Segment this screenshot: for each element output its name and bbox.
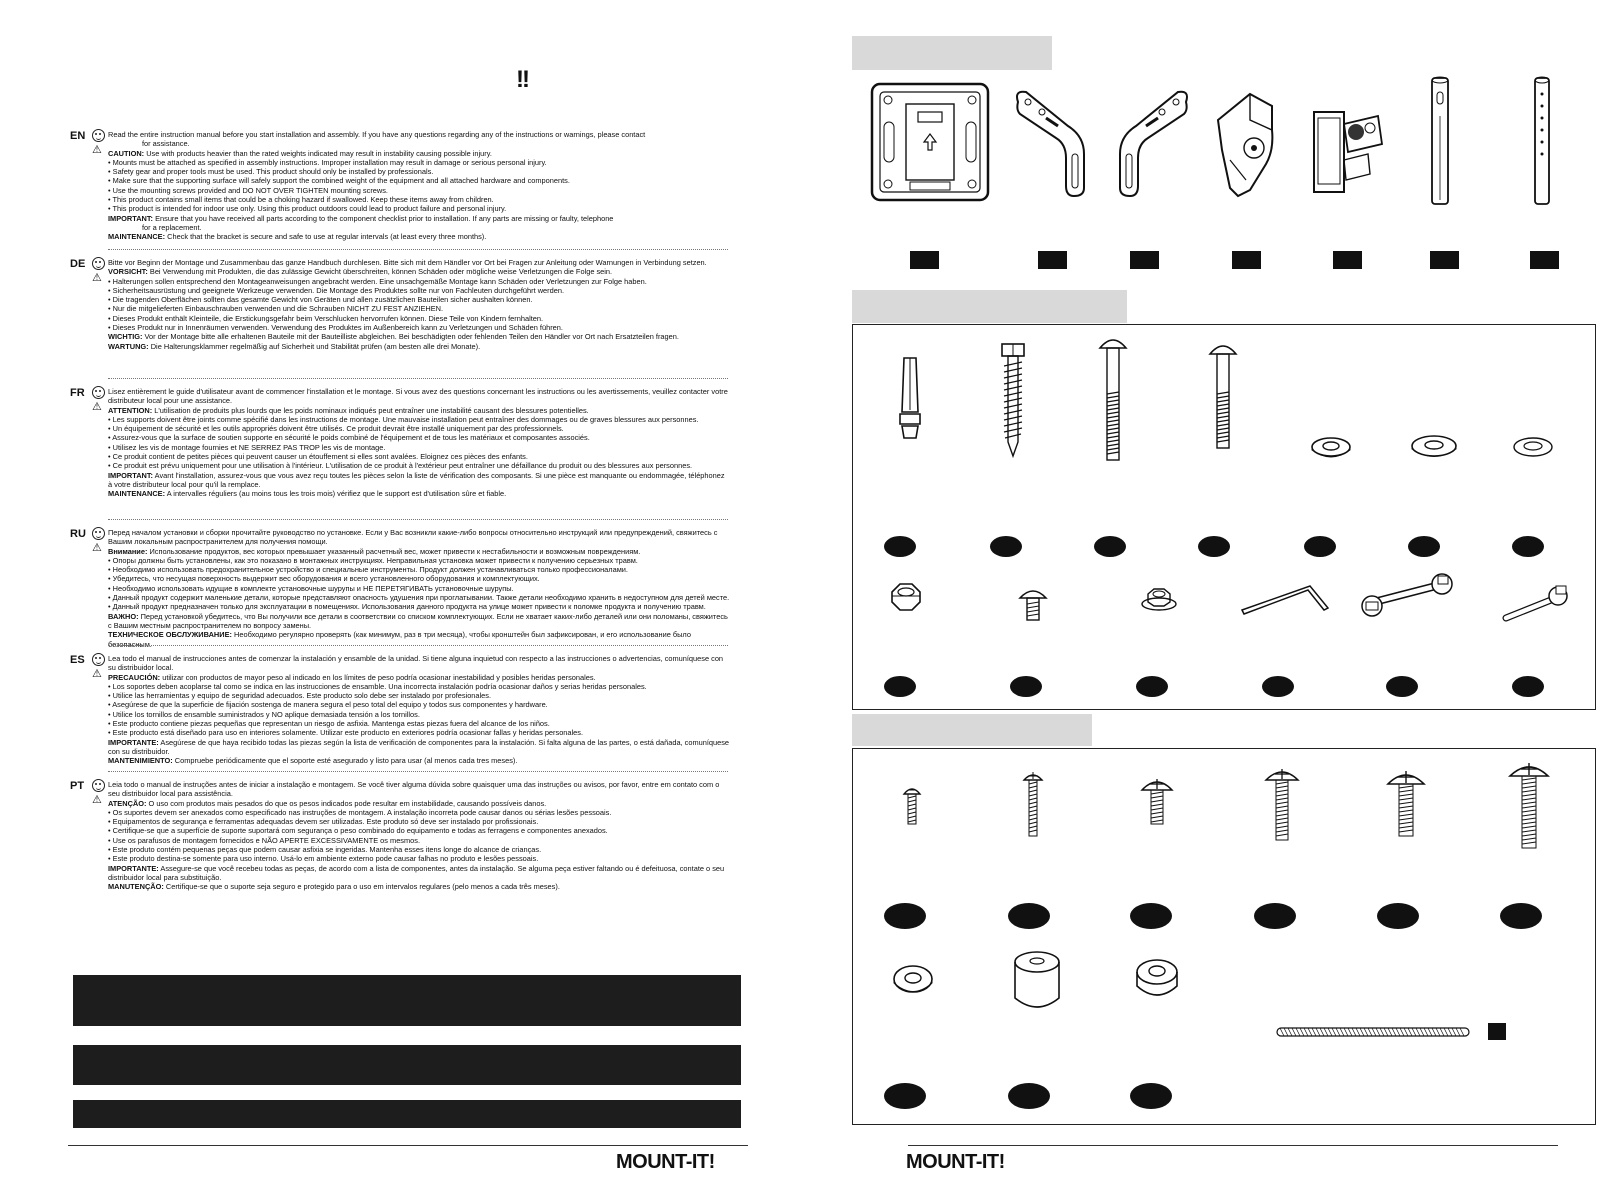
warning-line bbox=[108, 780, 730, 799]
warning-sentence: • Ce produit est prévu uniquement pour une utilisation à l'intérieur. L'utilisation de ce produit à l'extérieur peut entraîner une défaillance du produit ou des blessures aux personnes. bbox=[108, 461, 693, 471]
section-divider bbox=[108, 378, 728, 379]
part-label-tv-6 bbox=[1500, 903, 1542, 929]
screw-m4-long-icon bbox=[1022, 770, 1044, 838]
warning-sentence: Bei Verwendung mit Produkten, die das zulässige Gewicht überschreiten, können Schäden oder mögliche weise Verletzungen die Folge sein. bbox=[147, 267, 613, 277]
warning-title: !! bbox=[516, 66, 528, 93]
warning-text bbox=[108, 258, 730, 351]
warning-line bbox=[108, 277, 730, 286]
part-label-tv-2 bbox=[1008, 903, 1050, 929]
language-code: RU bbox=[70, 528, 86, 540]
lag-bolt-icon bbox=[998, 342, 1028, 458]
warning-line bbox=[108, 214, 730, 223]
warning-sentence: for a replacement. bbox=[142, 222, 202, 232]
warning-line bbox=[108, 489, 730, 498]
warning-text bbox=[108, 130, 730, 242]
part-label-tv-3 bbox=[1130, 903, 1172, 929]
warning-sentence: • Este produto destina-se somente para uso interno. Usá-lo em ambiente externo pode causar falhas no produto e lesões pessoais. bbox=[108, 854, 539, 864]
warning-line bbox=[108, 826, 730, 835]
warning-line bbox=[108, 424, 730, 433]
spacer-icon bbox=[1012, 950, 1062, 1012]
warning-line bbox=[108, 139, 730, 148]
part-label-wall-1 bbox=[884, 536, 916, 557]
part-label-wall-7 bbox=[1512, 536, 1544, 557]
warning-sentence: • Ce produit contient de petites pièces qui peuvent causer un étouffement si elles sont avalées. Eloignez ces pièces des enfants. bbox=[108, 452, 528, 462]
warning-sentence: Использование продуктов, вес которых превышает указанный расчетный вес, может привести к нестабильности и возможным повреждениям. bbox=[147, 546, 641, 556]
section-divider bbox=[108, 645, 728, 646]
warning-sentence: • Este produto contém pequenas peças que podem causar asfixia se ingeridas. Mantenha esses itens longe do alcance de crianças. bbox=[108, 845, 542, 855]
warning-line bbox=[108, 332, 730, 341]
spacer-short-icon bbox=[1134, 958, 1180, 1002]
language-code: DE bbox=[70, 258, 86, 270]
warning-line bbox=[108, 342, 730, 351]
warning-sentence: • Необходимо использовать предохранительное устройство и специальные инструменты. Продукт должен устанавливаться только профессионалами. bbox=[108, 565, 628, 575]
part-label-wall-11 bbox=[1262, 676, 1294, 697]
warning-keyword: CAUTION: bbox=[108, 148, 145, 158]
warning-keyword: Внимание: bbox=[108, 546, 148, 556]
warning-sentence: Lea todo el manual de instrucciones antes de comenzar la instalación y ensamble de la unidad. Si tiene alguna inquietud con respecto a las instrucciones o advertencias, comuníquese con su distribuidor local. bbox=[108, 654, 724, 673]
washer-icon bbox=[892, 964, 934, 998]
warning-line bbox=[108, 710, 730, 719]
warning-sentence: • Utilisez les vis de montage fournies et NE SERREZ PAS TROP les vis de montage. bbox=[108, 442, 386, 452]
part-label-rod bbox=[1488, 1023, 1506, 1040]
warning-sentence: • Dieses Produkt enthält Kleinteile, die Erstickungsgefahr beim Verschlucken hervorrufen können. Diese Teile von Kindern fernhalten. bbox=[108, 313, 544, 323]
footer-line-left bbox=[68, 1145, 748, 1146]
warning-sentence: • Equipamentos de segurança e ferramentas adequadas devem ser utilizadas. Este produto só deve ser instalado por profissionais. bbox=[108, 817, 539, 827]
part-label-wall-12 bbox=[1386, 676, 1418, 697]
warning-sentence: • Mounts must be attached as specified in assembly instructions. Improper installation may result in damage or serious personal injury. bbox=[108, 157, 547, 167]
warning-keyword: IMPORTANT: bbox=[108, 470, 154, 480]
warning-text bbox=[108, 387, 730, 499]
part-label-e bbox=[1333, 251, 1362, 269]
warning-sentence: Compruebe periódicamente que el soporte esté asegurado y listo para usar (al menos cada tres meses). bbox=[172, 756, 518, 766]
warning-keyword: ТЕХНИЧЕСКОЕ ОБСЛУЖИВАНИЕ: bbox=[108, 630, 232, 640]
section-divider bbox=[108, 519, 728, 520]
warning-sentence: Перед началом установки и сборки прочитайте руководство по установке. Если у Вас возникли какие-либо вопросы относительно инструкций или предупреждений, свяжитесь с Вашим локальным распространителем для получения помощи. bbox=[108, 528, 718, 547]
warning-sentence: • Use os parafusos de montagem fornecidos e NÃO APERTE EXCESSIVAMENTE os mesmos. bbox=[108, 835, 421, 845]
warning-line bbox=[108, 682, 730, 691]
warning-sentence: • Опоры должны быть установлены, как это показано в монтажных инструкциях. Неправильная установка может привести к получению серьезных травм. bbox=[108, 555, 638, 565]
warning-sentence: • Les supports doivent être joints comme spécifié dans les instructions de montage. Une mauvaise installation peut entraîner des dommages ou de graves blessures aux personnes. bbox=[108, 414, 699, 424]
warning-triangle-icon: ⚠ bbox=[92, 542, 102, 554]
language-code: EN bbox=[70, 130, 86, 142]
warning-sentence: • Dieses Produkt nur in Innenräumen verwenden. Verwendung des Produktes im Außenbereich kann zu Verletzungen und Schäden führen. bbox=[108, 323, 563, 333]
warning-line bbox=[108, 267, 730, 276]
warning-line bbox=[108, 854, 730, 863]
expansion-anchor-icon bbox=[898, 352, 922, 440]
warning-line bbox=[108, 593, 730, 602]
warning-line bbox=[108, 845, 730, 854]
arm-bracket-left-icon bbox=[1012, 88, 1092, 198]
language-code: FR bbox=[70, 387, 85, 399]
pole-short-icon bbox=[1530, 76, 1554, 206]
warning-line bbox=[108, 654, 730, 673]
part-label-wall-6 bbox=[1408, 536, 1440, 557]
part-label-tv-8 bbox=[1008, 1083, 1050, 1109]
warning-keyword: MANUTENÇÃO: bbox=[108, 882, 164, 892]
warning-sentence: Vor der Montage bitte alle erhaltenen Bauteile mit der Bauteilliste abgleichen. Bei beschädigten oder fehlenden Teilen den Händler vor Ort nach Ersatzteilen fragen. bbox=[142, 332, 679, 342]
warning-sentence: • Assurez-vous que la surface de soutien supporte en sécurité le poids combiné de l'équipement et de tous les matériaux et composantes associés. bbox=[108, 433, 590, 443]
section-divider bbox=[108, 771, 728, 772]
warning-sentence: Необходимо регулярно проверять (как минимум, раз в три месяца), чтобы кронштейн был зафиксирован, и его использование было безопасным. bbox=[108, 630, 691, 649]
wall-hardware-header bbox=[852, 290, 1127, 323]
warning-sentence: • Un équipement de sécurité et les outils appropriés doivent être utilisés. Ce produit devrait être installé uniquement par des professionnels. bbox=[108, 424, 564, 434]
warning-line bbox=[108, 700, 730, 709]
warning-sentence: • This product contains small items that could be a choking hazard if swallowed. Keep these items away from children. bbox=[108, 195, 494, 205]
short-bolt-icon bbox=[1208, 340, 1238, 452]
read-manual-icon bbox=[92, 386, 105, 399]
part-label-wall-5 bbox=[1304, 536, 1336, 557]
warning-line bbox=[108, 158, 730, 167]
warning-text bbox=[108, 654, 730, 766]
warning-line bbox=[108, 406, 730, 415]
part-label-wall-3 bbox=[1094, 536, 1126, 557]
warning-sentence: • Die tragenden Oberflächen sollten das gesamte Gewicht von Geräten und allen zusätzlichen Bauteilen sicher aushalten können. bbox=[108, 295, 533, 305]
brand-logo-right: MOUNT-IT! bbox=[906, 1151, 1005, 1173]
warning-triangle-icon: ⚠ bbox=[92, 272, 102, 284]
part-label-tv-1 bbox=[884, 903, 926, 929]
read-manual-icon bbox=[92, 257, 105, 270]
warning-line bbox=[108, 817, 730, 826]
warning-keyword: ATTENTION: bbox=[108, 405, 153, 415]
warning-sentence: • Убедитесь, что несущая поверхность выдержит вес оборудования и всего установленного оборудования и комплектующих. bbox=[108, 574, 540, 584]
warning-line bbox=[108, 223, 730, 232]
components-header bbox=[852, 36, 1052, 70]
warning-sentence: • Os suportes devem ser anexados como especificado nas instruções de montagem. A instalação incorreta pode causar danos ou sérias lesões pessoais. bbox=[108, 807, 612, 817]
spanner-wrench-icon bbox=[1494, 584, 1570, 628]
flat-washer-icon bbox=[1512, 436, 1554, 460]
warning-line bbox=[108, 195, 730, 204]
part-label-b bbox=[1038, 251, 1067, 269]
warning-keyword: IMPORTANTE: bbox=[108, 863, 159, 873]
warning-sentence: • Utilice los tornillos de ensamble suministrados y NO aplique demasiada tensión a los tornillos. bbox=[108, 709, 420, 719]
warning-line bbox=[108, 673, 730, 682]
warning-line bbox=[108, 452, 730, 461]
warning-sentence: • Данный продукт содержит маленькие детали, которые представляют опасность удушения при проглатывании. Также детали необходимо хранить в недоступном для детей месте. bbox=[108, 593, 730, 603]
warning-line bbox=[108, 584, 730, 593]
section-divider bbox=[108, 249, 728, 250]
warning-keyword: MAINTENANCE: bbox=[108, 489, 166, 499]
warning-sentence: • Необходимо использовать идущие в комплекте установочные шурупы и НЕ ПЕРЕТЯГИВАТЬ установочные шурупы. bbox=[108, 583, 514, 593]
warning-keyword: WICHTIG: bbox=[108, 332, 143, 342]
warning-sentence: L'utilisation de produits plus lourds que les poids nominaux indiqués peut entraîner une instabilité causant des blessures potentielles. bbox=[152, 405, 589, 415]
warning-line bbox=[108, 149, 730, 158]
warning-line bbox=[108, 630, 730, 649]
warning-sentence: Die Halterungsklammer regelmäßig auf Sicherheit und Stabilität prüfen (am besten alle drei Monate). bbox=[148, 341, 481, 351]
screw-m6-short-icon bbox=[1140, 776, 1174, 826]
read-manual-icon bbox=[92, 653, 105, 666]
read-manual-icon bbox=[92, 779, 105, 792]
warning-line bbox=[108, 799, 730, 808]
warning-sentence: • Use the mounting screws provided and DO NOT OVER TIGHTEN mounting screws. bbox=[108, 185, 388, 195]
screw-m8-short-icon bbox=[1386, 768, 1426, 838]
warning-sentence: Lisez entièrement le guide d'utilisateur avant de commencer l'installation et le montage. Si vous avez des questions concernant les instructions ou les avertissements, veuillez contacter votre distributeur local pour une assistance. bbox=[108, 387, 728, 406]
part-label-tv-5 bbox=[1377, 903, 1419, 929]
flat-washer-icon bbox=[1310, 436, 1352, 460]
warning-sentence: Ensure that you have received all parts according to the component checklist prior to installation. If any parts are missing or faulty, telephone bbox=[153, 213, 614, 223]
warning-keyword: IMPORTANTE: bbox=[108, 737, 159, 747]
warning-sentence: Check that the bracket is secure and safe to use at regular intervals (at least every three months). bbox=[165, 232, 487, 242]
part-label-f bbox=[1430, 251, 1459, 269]
warning-line bbox=[108, 387, 730, 406]
warning-sentence: • Данный продукт предназначен только для эксплуатации в помещениях. Использования данного продукта на улице может привести к поломке продукта и получению травм. bbox=[108, 602, 706, 612]
language-code: ES bbox=[70, 654, 85, 666]
warning-sentence: • Los soportes deben acoplarse tal como se indica en las instrucciones de ensamble. Una incorrecta instalación podría ocasionar daños y serias heridas personales. bbox=[108, 681, 647, 691]
warning-sentence: • Asegúrese de que la superficie de fijación sostenga de manera segura el peso total del equipo y todos sus componentes y hardware. bbox=[108, 700, 548, 710]
tv-hardware-box bbox=[852, 748, 1596, 1125]
part-label-g bbox=[1530, 251, 1559, 269]
warning-line bbox=[108, 443, 730, 452]
part-label-wall-2 bbox=[990, 536, 1022, 557]
tilt-bracket-icon bbox=[1210, 90, 1280, 200]
brand-logo-left: MOUNT-IT! bbox=[616, 1151, 715, 1173]
warning-line bbox=[108, 864, 730, 883]
warning-line bbox=[108, 719, 730, 728]
warning-sentence: O uso com produtos mais pesados do que os pesos indicados pode resultar em instabilidade, causando possíveis danos. bbox=[146, 798, 547, 808]
pole-long-icon bbox=[1428, 76, 1452, 206]
warning-sentence: • Utilice las herramientas y equipo de seguridad adecuados. Este producto solo debe ser instalado por profesionales. bbox=[108, 691, 492, 701]
warning-keyword: MAINTENANCE: bbox=[108, 232, 166, 242]
part-label-d bbox=[1232, 251, 1261, 269]
warning-sentence: Certifique-se que o suporte seja seguro e protegido para o uso em intervalos regulares (pelo menos a cada três meses). bbox=[163, 882, 560, 892]
warning-line bbox=[108, 738, 730, 757]
screw-m6-long-icon bbox=[1264, 766, 1300, 842]
language-code: PT bbox=[70, 780, 85, 792]
part-label-wall-13 bbox=[1512, 676, 1544, 697]
warning-sentence: Avant l'installation, assurez-vous que vous avez reçu toutes les pièces selon la liste de vérification des composants. Si une pièce est manquante ou endommagée, téléphonez à votre distributeur local pour qu'il la remplace. bbox=[108, 470, 725, 489]
warning-line bbox=[108, 691, 730, 700]
warning-line bbox=[108, 547, 730, 556]
part-label-tv-7 bbox=[884, 1083, 926, 1109]
screw-m4-short-icon bbox=[902, 784, 922, 826]
warning-keyword: PRECAUCIÓN: bbox=[108, 672, 161, 682]
warning-keyword: IMPORTANT: bbox=[108, 213, 154, 223]
warning-line bbox=[108, 528, 730, 547]
warning-line bbox=[108, 304, 730, 313]
warning-sentence: • Sicherheitsausrüstung und geeignete Werkzeuge verwenden. Die Montage des Produktes sollte nur von Fachleuten durchgeführt werden. bbox=[108, 285, 565, 295]
warning-line bbox=[108, 836, 730, 845]
part-label-c bbox=[1130, 251, 1159, 269]
wall-plate-icon bbox=[870, 82, 990, 202]
warning-line bbox=[108, 471, 730, 490]
flat-washer-icon bbox=[1410, 434, 1458, 460]
screw-m8-long-icon bbox=[1508, 760, 1550, 850]
arm-bracket-right-icon bbox=[1112, 88, 1192, 198]
warning-sentence: • Este producto contiene piezas pequeñas que representan un riesgo de asfixia. Mantenga estas piezas fuera del alcance de los niños. bbox=[108, 719, 550, 729]
warning-line bbox=[108, 574, 730, 583]
warning-line bbox=[108, 602, 730, 611]
warning-line bbox=[108, 882, 730, 891]
part-label-a bbox=[910, 251, 939, 269]
warning-line bbox=[108, 130, 730, 139]
warning-line bbox=[108, 808, 730, 817]
allen-wrench-icon bbox=[1240, 580, 1332, 620]
warning-sentence: • Este producto está diseñado para uso en interiores solamente. Utilizar este producto en exteriores podría ocasionar fallas y heridas personales. bbox=[108, 728, 584, 738]
warning-sentence: • This product is intended for indoor use only. Using this product outdoors could lead to product failure and personal injury. bbox=[108, 204, 507, 214]
warning-sentence: Bitte vor Beginn der Montage und Zusammenbau das ganze Handbuch durchlesen. Bitte sich mit dem Händler vor Ort bei Fragen zur Anleitung oder Warnungen in Verbindung setzen. bbox=[108, 258, 707, 267]
warning-triangle-icon: ⚠ bbox=[92, 668, 102, 680]
warning-triangle-icon: ⚠ bbox=[92, 144, 102, 156]
spanner-wrench-icon bbox=[1360, 574, 1456, 620]
read-manual-icon bbox=[92, 129, 105, 142]
warning-line bbox=[108, 612, 730, 631]
warning-text bbox=[108, 780, 730, 892]
swivel-head-icon bbox=[1308, 104, 1388, 200]
warning-sentence: Read the entire instruction manual before you start installation and assembly. If you have any questions regarding any of the instructions or warnings, please contact bbox=[108, 130, 646, 139]
threaded-rod-icon bbox=[1276, 1026, 1470, 1038]
long-bolt-icon bbox=[1098, 334, 1128, 464]
warning-line bbox=[108, 204, 730, 213]
flange-nut-icon bbox=[1140, 586, 1178, 612]
warning-sentence: utilizar con productos de mayor peso al indicado en los límites de peso podría ocasionar inestabilidad y posibles heridas personales. bbox=[160, 672, 596, 682]
warning-line bbox=[108, 286, 730, 295]
part-label-wall-10 bbox=[1136, 676, 1168, 697]
warning-line bbox=[108, 323, 730, 332]
warning-line bbox=[108, 314, 730, 323]
notice-bar-2 bbox=[73, 1045, 741, 1085]
warning-line bbox=[108, 433, 730, 442]
warning-line bbox=[108, 756, 730, 765]
part-label-wall-8 bbox=[884, 676, 916, 697]
warning-line bbox=[108, 461, 730, 470]
warning-sentence: Asegúrese de que haya recibido todas las piezas según la lista de verificación de componentes para la instalación. Si falta alguna de las partes, o está dañada, comuníquese con su distribuidor. bbox=[108, 737, 730, 756]
warning-line bbox=[108, 295, 730, 304]
warning-sentence: • Nur die mitgelieferten Einbauschrauben verwenden und die Schrauben NICHT ZU FEST ANZIEHEN. bbox=[108, 304, 444, 314]
warning-sentence: • Safety gear and proper tools must be used. This product should only be installed by professionals. bbox=[108, 167, 434, 177]
warning-line bbox=[108, 167, 730, 176]
notice-bar-1 bbox=[73, 975, 741, 1026]
part-label-wall-9 bbox=[1010, 676, 1042, 697]
warning-sentence: Use with products heavier than the rated weights indicated may result in instability causing possible injury. bbox=[144, 148, 492, 158]
warning-text bbox=[108, 528, 730, 649]
tv-hardware-header bbox=[852, 714, 1092, 746]
warning-sentence: • Halterungen sollen entsprechend den Montageanweisungen angebracht werden. Eine unsachgemäße Montage kann Schäden oder Verletzungen zur Folge haben. bbox=[108, 276, 647, 286]
warning-sentence: Assegure-se que você recebeu todas as peças, de acordo com a lista de componentes, antes da instalação. Se alguma peça estiver faltando ou é defeituosa, contate o seu distribuidor local para substituição. bbox=[108, 863, 725, 882]
warning-keyword: ВАЖНО: bbox=[108, 611, 139, 621]
warning-line bbox=[108, 176, 730, 185]
warning-keyword: MANTENIMIENTO: bbox=[108, 756, 173, 766]
warning-triangle-icon: ⚠ bbox=[92, 794, 102, 806]
warning-line bbox=[108, 565, 730, 574]
notice-bar-3 bbox=[73, 1100, 741, 1128]
warning-sentence: for assistance. bbox=[142, 139, 190, 149]
part-label-wall-4 bbox=[1198, 536, 1230, 557]
warning-keyword: ATENÇÃO: bbox=[108, 798, 147, 808]
footer-line-right bbox=[908, 1145, 1558, 1146]
warning-sentence: • Certifique-se que a superfície de suporte suportará com segurança o peso combinado do equipamento e todas as ferragens e componentes anexados. bbox=[108, 826, 608, 836]
warning-sentence: Leia todo o manual de instruções antes de iniciar a instalação e montagem. Se você tiver alguma dúvida sobre quaisquer uma das instruções ou avisos, por favor, entre em contato com o seu distribuidor local para assistência. bbox=[108, 780, 720, 799]
warning-line bbox=[108, 186, 730, 195]
warning-keyword: VORSICHT: bbox=[108, 267, 148, 277]
part-label-tv-9 bbox=[1130, 1083, 1172, 1109]
part-label-tv-4 bbox=[1254, 903, 1296, 929]
read-manual-icon bbox=[92, 527, 105, 540]
carriage-bolt-icon bbox=[1018, 584, 1048, 622]
warning-keyword: WARTUNG: bbox=[108, 341, 149, 351]
warning-sentence: Перед установкой убедитесь, что Вы получили все детали в соответствии со списком комплектующих. Если не хватает каких-либо деталей или они поломаны, свяжитесь с Вашим местным распространителем по вопросу замены. bbox=[108, 611, 728, 630]
warning-line bbox=[108, 258, 730, 267]
warning-triangle-icon: ⚠ bbox=[92, 401, 102, 413]
warning-line bbox=[108, 415, 730, 424]
warning-line bbox=[108, 556, 730, 565]
warning-sentence: • Make sure that the supporting surface will safely support the combined weight of the equipment and all attached hardware and components. bbox=[108, 176, 570, 186]
warning-line bbox=[108, 232, 730, 241]
warning-sentence: A intervalles réguliers (au moins tous les trois mois) vérifiez que le support est d'utilisation sûre et fiable. bbox=[165, 489, 507, 499]
warning-line bbox=[108, 728, 730, 737]
nylon-nut-icon bbox=[888, 582, 922, 614]
